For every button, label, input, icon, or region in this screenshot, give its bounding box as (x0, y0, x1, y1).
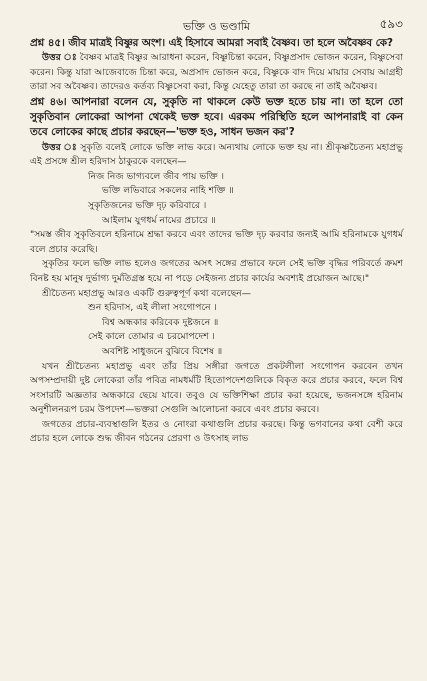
answer-46 (30, 141, 403, 170)
answer-label: উত্তর ঃ (42, 141, 78, 153)
verse-block-2 (30, 301, 403, 359)
verse-line: শুন হরিদাস, এই লীলা সংগোপনে । (88, 302, 217, 314)
verse-line: আইলাম যুগধর্ম নামের প্রচারে ॥ (102, 214, 216, 226)
page-number: ৫৯৩ (379, 17, 403, 31)
paragraph: সুকৃতির ফলে ভক্তি লাভ হলেও জগতের অসৎ সঙ্গের প্রভাবে ফলে সেই ভক্তি বৃদ্ধির পরিবর্তে ক্রমশ বিনষ্ট হয় মানুষ দুর্ভাগ্য দুর্মতিগ্রস্ত হয়ে না পড়ে সেইজন্য প্রচার কার্যের অবশ্যই প্রয়োজন আছে।" (30, 258, 403, 284)
answer-label: উত্তর ঃ (42, 52, 77, 64)
question-46: প্রশ্ন ৪৬। আপনারা বলেন যে, সুকৃতি না থাকলে কেউ ভক্ত হতে চায় না। তা হলে তো সুকৃতিবান লোকেরা আপনা থেকেই ভক্ত হবে। এরকম পরিস্থিতি হলে আপনারাই বা কেন তবে লোকের কাছে প্রচার করছেন—'ভক্ত হও, সাধন ভজন কর'? (30, 95, 403, 139)
verse-line: নিজ নিজ ভাগ্যবলে জীব পায় ভক্তি । (88, 170, 224, 182)
running-title: ভক্তি ও ভণ্ডামি (182, 20, 251, 33)
page-header (30, 14, 403, 36)
paragraph: শ্রীচৈতন্য মহাপ্রভু আরও একটি গুরুত্বপূর্ণ কথা বলেছেন— (42, 287, 251, 299)
verse-line: সেই কালে তোমার এ চরমোপদেশ । (88, 331, 215, 343)
question-45: প্রশ্ন ৪৫। জীব মাত্রই বিষ্ণুর অংশ। এই হিসাবে আমরা সবাই বৈষ্ণব। তা হলে অবৈষ্ণব কে? (30, 37, 393, 49)
paragraph: জগতের প্রচার-ব্যবস্থাগুলি ইতর ও নোংরা কথাগুলি প্রচার করছে। কিন্তু ভগবানের কথা বেশী করে প্রচার হলে লোকে শুদ্ধ জীবন গঠনের প্রেরণা ও উৎসাহ লাভ (30, 418, 403, 445)
verse-line: বিশ্ব অন্ধকার করিবেক দুষ্টজনে ॥ (102, 316, 219, 328)
verse-block-1 (30, 170, 403, 228)
paragraph: যখন শ্রীচৈতন্য মহাপ্রভু এবং তাঁর প্রিয় সঙ্গীরা জগতে প্রকটলীলা সংগোপন করবেন তখন অপসম্প্রদায়ী দুষ্ট লোকেরা তাঁর পবিত্র নামধর্মটি হিতোপদেশগুলিকে বিকৃত করে প্রচার করবে, ফলে বিশ্ব সংসারটি অজ্ঞতার অন্ধকারে ছেয়ে যাবে। তবুও যে ভক্তিশিক্ষা প্রচার করা হয়েছে, ভজনসঙ্গে হরিনাম অনুশীলনরূপ চরম উপদেশ—ভক্তরা সেগুলি আলোচনা করবে এবং প্রচার করবে। (30, 360, 403, 416)
paragraph-quote: "সমস্ত জীব সুকৃতিবলে হরিনামে শ্রদ্ধা করবে এবং তাদের ভক্তি দৃঢ় করবার জন্যই আমি হরিনামকে যুগধর্ম বলে প্রচার করেছি। (30, 229, 403, 255)
answer-45-text: বৈষ্ণব মাত্রই বিষ্ণুর আরাধনা করেন, বিষ্ণুচিন্তা করেন, বিষ্ণুপ্রসাদ ভোজন করেন, বিষ্ণুসেবা করেন। কিন্তু যারা আজেবাজে চিন্তা করে, অপ্রসাদ ভোজন করে, বিষ্ণুকে বাদ দিয়ে মায়ার সেবায় আগ্রহী তারা সব অবৈষ্ণব। তাদেরও কর্তব্য বিষ্ণুসেবা করা, কিন্তু যেহেতু তারা তা করছে না তাই অবৈষ্ণব। (30, 52, 403, 93)
verse-line: ভক্তি লভিবারে সকলের নাহি শক্তি ॥ (102, 185, 234, 197)
answer-45 (30, 51, 403, 95)
verse-line: অবশিষ্ট সাধুজনে বুঝিবে বিশেষ ॥ (102, 345, 223, 357)
page-body (30, 36, 403, 447)
answer-46-text: সুকৃতি বলেই লোকে ভক্তি লাভ করে। অন্যথায় লোকে ভক্ত হয় না। শ্রীকৃষ্ণচৈতন্য মহাপ্রভু এই প্রসঙ্গে শ্রীল হরিদাস ঠাকুরকে বলছেন— (30, 141, 403, 168)
verse-line: সুকৃতিজনের ভক্তি দৃঢ় করিবারে । (88, 199, 207, 211)
